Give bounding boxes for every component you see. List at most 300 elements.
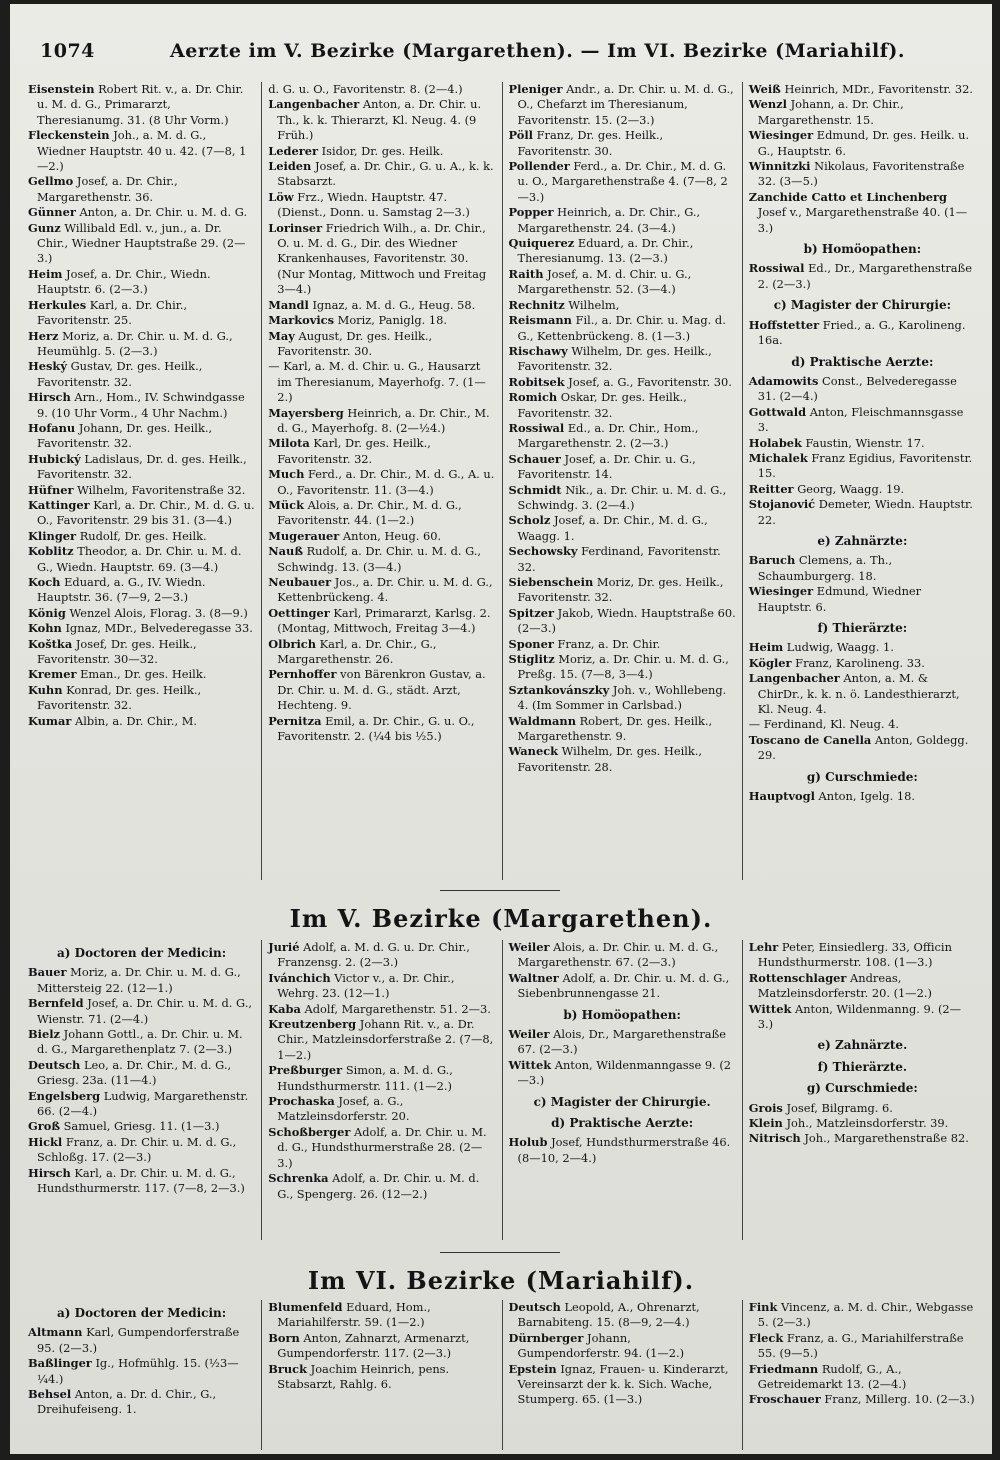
entry-details: Johann, Gumpendorferstr. 94. (1—2.) [517,1330,685,1361]
entry-surname: Herz [28,328,59,343]
directory-entry [509,575,736,606]
entry-surname: Kohn [28,621,62,636]
entry-surname: Stiglitz [508,652,555,667]
directory-entry [28,1166,255,1197]
directory-entry [509,159,736,205]
entry-surname: Kumar [28,713,72,728]
directory-entry [509,375,736,390]
directory-entry [28,1387,255,1418]
directory-entry [28,544,255,575]
entry-details: Anton, Goldegg. 29. [757,732,969,763]
district-vi-column-1 [22,1300,262,1450]
entry-details: Ignaz, MDr., Belvederegasse 33. [65,621,253,636]
entry-details: Gustav, Dr. ges. Heilk., Favoritenstr. 32. [37,359,203,389]
directory-entry [268,637,495,668]
directory-entry [509,298,736,313]
entry-surname: Nauß [268,544,303,559]
directory-entry [509,940,736,971]
directory-entry [268,97,495,143]
district-vi-entries [22,1300,982,1450]
directory-entry [28,1058,255,1089]
district-vi-column-3 [503,1300,743,1450]
entry-details: Georg, Waagg. 19. [797,481,905,496]
entry-surname: Rossiwal [508,420,565,435]
directory-entry [28,1119,255,1134]
entry-details: — Karl, a. M. d. Chir. u. G., Hausarzt im Theresianum, Mayerhofg. 7. (1—2.) [268,359,486,405]
directory-entry [28,498,255,529]
category-heading: g) Curschmiede: [806,1081,918,1096]
directory-entry [509,1027,736,1058]
directory-entry [28,1325,255,1356]
entry-surname: Hickl [28,1134,63,1149]
entry-surname: Neubauer [268,575,332,589]
entry-details: Ferdinand, Favoritenstr. 32. [517,544,721,574]
directory-entry [28,452,255,483]
entry-surname: Waldmann [508,713,576,728]
entry-surname: Engelsberg [28,1088,101,1103]
directory-entry [749,82,976,97]
entry-surname: May [268,328,295,343]
page-header [10,40,992,74]
entry-surname: Reismann [508,313,572,328]
directory-entry [509,1058,736,1089]
directory-entry [749,482,976,497]
entry-surname: Preßburger [268,1063,343,1078]
entry-surname: Behsel [28,1387,72,1402]
entry-surname: Hofanu [28,420,76,435]
directory-entry [749,405,976,436]
entry-surname: Weiler [508,1027,550,1042]
directory-entry [28,267,255,298]
entry-surname: Koštka [28,636,73,651]
entry-details: Eduard, a. G., IV. Wiedn. Hauptstr. 36. (7—9, 2—3.) [37,575,206,605]
directory-entry [28,683,255,714]
directory-entry [268,1002,495,1017]
directory-entry [268,1171,495,1202]
entry-details: Franz, a. G., Mariahilferstraße 55. (9—5.) [757,1330,964,1361]
entry-details: Johann, a. Dr. Chir., Margarethenstr. 15. [757,97,904,127]
directory-entry [509,205,736,236]
entry-details: Alois, a. Dr. Chir. u. M. d. G., Margarethenstr. 67. (2—3.) [517,940,719,970]
entry-details: Karl, a. Dr. Chir., M. d. G. u. O., Favoritenstr. 29 bis 31. (3—4.) [37,497,255,528]
entry-details: Josef, a. Dr. Chir. u. G., Favoritenstr. 14. [517,451,696,482]
district-vi-column-4 [743,1300,982,1450]
directory-entry [509,128,736,159]
directory-page [10,4,992,1454]
entry-details: Eduard, a. Dr. Chir., Theresianumg. 13. (2—3.) [517,236,694,266]
entry-details: Johann, Dr. ges. Heilk., Favoritenstr. 32. [37,420,213,451]
entry-surname: Rischawy [508,343,568,358]
directory-entry [509,652,736,683]
entry-details: Franz, Millerg. 10. (2—3.) [824,1392,975,1407]
entry-surname: Bauer [28,965,67,980]
directory-entry [28,1027,255,1058]
entry-surname: Robitsek [508,374,565,389]
entry-details: Arn., Hom., IV. Schwindgasse 9. (10 Uhr Vorm., 4 Uhr Nachm.) [37,390,245,420]
entry-details: Josef, a. M. d. Chir. u. G., Margarethenstr. 52. (3—4.) [517,266,692,297]
directory-entry [28,1089,255,1120]
directory-entry [28,82,255,128]
entry-details: Victor v., a. Dr. Chir., Wehrg. 23. (12—1.) [277,970,455,1001]
entry-details: Konrad, Dr. ges. Heilk., Favoritenstr. 32. [37,682,202,713]
entry-details: Ludwig, Margarethenstr. 66. (2—4.) [37,1088,249,1119]
entry-details: Anton, a. Dr. Chir. u. M. d. G. [79,205,248,220]
directory-entry [509,714,736,745]
entry-surname: König [28,605,66,620]
entry-details: Leo, a. Dr. Chir., M. d. G., Griesg. 23a. (11—4.) [37,1057,232,1088]
entry-details: Wilhelm, Dr. ges. Heilk., Favoritenstr. 32. [517,343,712,374]
entry-details: Joachim Heinrich, pens. Stabsarzt, Rahlg. 6. [277,1361,450,1392]
section-title-district-v: Im V. Bezirke (Margarethen). [289,904,713,933]
entry-details: Anton, Heug. 60. [342,528,442,543]
entry-surname: Baruch [748,553,796,568]
entry-surname: Herkules [28,297,87,312]
directory-entry [509,390,736,421]
entry-surname: Klinger [28,528,77,543]
directory-entry [749,190,976,236]
entry-details: Fil., a. Dr. Chir. u. Mag. d. G., Kettenbrückeng. 8. (1—3.) [517,313,726,343]
directory-entry [268,940,495,971]
district-v-column-3 [503,940,743,1240]
directory-entry [268,1017,495,1063]
directory-entry [268,436,495,467]
section-divider [440,1252,560,1253]
directory-entry [268,1063,495,1094]
entry-surname: Holub [508,1135,548,1150]
entry-details: Peter, Einsiedlerg. 33, Officin Hundsthurmerstr. 108. (1—3.) [757,940,952,970]
directory-entry [749,553,976,584]
entry-details: Anton, a. Dr. Chir. u. Th., k. k. Thierarzt, Kl. Neug. 4. (9 Früh.) [277,97,482,143]
entry-surname: Much [268,467,305,482]
directory-entry [268,1300,495,1331]
entry-surname: Rottenschlager [748,970,847,985]
entry-surname: Pleniger [508,82,563,96]
entry-details: Faustin, Wienstr. 17. [805,435,925,450]
directory-entry [268,529,495,544]
entry-surname: Friedmann [748,1361,819,1376]
directory-entry [28,575,255,606]
entry-details: Josef, a. Dr. Chir. u. M. d. G., Wienstr. 71. (2—4.) [37,996,252,1026]
entry-details: Karl, Gumpendorferstraße 95. (2—3.) [37,1325,240,1355]
directory-entry [749,497,976,528]
directory-entry [28,205,255,220]
directory-entry [28,996,255,1027]
entry-details: Adolf, a. Dr. Chir. u. M. d. G., Siebenbrunnengasse 21. [517,970,730,1001]
directory-entry [268,359,495,405]
entry-surname: Sztankovánszky [508,682,610,697]
column-4 [743,82,982,880]
entry-surname: Heim [748,640,784,655]
entry-details: Alois, a. Dr. Chir., M. d. G., Favoritenstr. 44. (1—2.) [277,497,462,528]
directory-entry [749,717,976,732]
entry-details: Franz, Karolineng. 33. [795,655,925,670]
entry-details: Anton, a. M. & ChirDr., k. k. n. ö. Landesthierarzt, Kl. Neug. 4. [757,671,960,717]
entry-details: Moriz, Paniglg. 18. [337,313,448,328]
entry-details: Wenzel Alois, Florag. 3. (8—9.) [69,605,248,620]
entry-details: Josef, Dr. ges. Heilk., Favoritenstr. 30—32. [37,636,197,667]
entry-details: Johann Rit. v., a. Dr. Chir., Matzleinsdorferstraße 2. (7—8, 1—2.) [277,1017,494,1062]
entry-details: Albin, a. Dr. Chir., M. [75,713,198,728]
entry-surname: Bernfeld [28,996,84,1011]
directory-entry [749,640,976,655]
category-heading: a) Doctoren der Medicin: [57,1306,227,1320]
entry-details: Moriz, a. Dr. Chir. u. M. d. G., Preßg. 15. (7—8, 3—4.) [517,652,729,682]
entry-surname: Kremer [28,667,77,682]
entry-details: Joh., Margarethenstraße 82. [804,1131,969,1146]
directory-entry [28,483,255,498]
entry-surname: Mück [268,497,304,512]
entry-details: — Ferdinand, Kl. Neug. 4. [748,717,899,732]
entry-surname: Wiesinger [748,584,814,599]
entry-details: Josef, a. G., Matzleinsdorferstr. 20. [277,1094,410,1124]
directory-entry [28,529,255,544]
directory-entry [268,298,495,313]
entry-surname: Koch [28,575,61,589]
entry-surname: Prochaska [268,1094,335,1109]
entry-surname: Epstein [508,1361,557,1376]
directory-entry [268,1362,495,1393]
directory-entry [28,359,255,390]
entry-surname: Romich [508,390,558,405]
entry-details: Adolf, a. Dr. Chir. u. M. d. G., Hundsthurmerstraße 28. (2—3.) [277,1124,487,1170]
entry-surname: Sechowsky [508,544,578,559]
entry-surname: Wenzl [748,97,787,112]
directory-entry [749,733,976,764]
entry-surname: Michalek [748,450,808,465]
entry-details: Clemens, a. Th., Schaumburgerg. 18. [757,553,893,583]
entry-details: Andreas, Matzleinsdorferstr. 20. (1—2.) [757,970,932,1001]
category-heading: b) Homöopathen: [803,242,922,257]
entry-details: Oskar, Dr. ges. Heilk., Favoritenstr. 32. [517,390,687,420]
directory-entry [509,1331,736,1362]
entry-surname: Mugerauer [268,528,340,543]
directory-entry [749,128,976,159]
category-heading: d) Praktische Aerzte: [551,1116,694,1131]
category-heading: g) Curschmiede: [806,769,918,784]
directory-entry [28,329,255,360]
entry-details: Leopold, A., Ohrenarzt, Barnabiteng. 15. (8—9, 2—4.) [517,1300,700,1330]
entry-surname: Quiquerez [508,236,575,251]
entry-details: August, Dr. ges. Heilk., Favoritenstr. 30. [277,328,433,358]
entry-surname: Eisenstein [28,82,95,96]
entry-details: Ignaz, Frauen- u. Kinderarzt, Vereinsarzt der k. k. Sich. Wache, Stumperg. 65. (1—3.) [517,1361,729,1407]
entry-details: Theodor, a. Dr. Chir. u. M. d. G., Wiedn. Hauptstr. 69. (3—4.) [37,544,242,574]
entry-details: Wilhelm, Dr. ges. Heilk., Favoritenstr. 28. [517,744,703,774]
entry-surname: Hüfner [28,482,74,497]
directory-entry [28,221,255,267]
entry-surname: Born [268,1330,300,1345]
entry-surname: Dürnberger [508,1330,584,1345]
directory-entry [28,1356,255,1387]
entry-surname: Pöll [508,128,534,143]
entry-surname: Wittek [508,1057,552,1072]
entry-details: Johann Gottl., a. Dr. Chir. u. M. d. G., Margarethenplatz 7. (2—3.) [37,1027,243,1057]
directory-entry [28,965,255,996]
entry-details: Nik., a. Dr. Chir. u. M. d. G., Schwindg. 3. (2—4.) [517,482,727,512]
entry-surname: Kreutzenberg [268,1017,357,1032]
directory-entry [268,329,495,360]
directory-entry [749,451,976,482]
entry-surname: Deutsch [28,1057,81,1072]
entry-details: Adolf, a. Dr. Chir. u. M. d. G., Spengerg. 26. (12—2.) [277,1171,480,1201]
entry-details: Jakob, Wiedn. Hauptstraße 60. (2—3.) [517,605,736,636]
directory-entry [509,544,736,575]
directory-entry [749,1002,976,1033]
entry-details: Joh., a. M. d. G., Wiedner Hauptstr. 40 u. 42. (7—8, 1—2.) [37,128,247,174]
entry-details: Karl, a. Dr. Chir. u. M. d. G., Hundsthurmerstr. 117. (7—8, 2—3.) [37,1165,245,1196]
directory-entry [268,144,495,159]
entry-surname: Lorinser [268,220,323,235]
entry-surname: Toscano de Canella [748,732,872,747]
entry-details: Ignaz, a. M. d. G., Heug. 58. [312,297,476,312]
entry-surname: Hauptvogl [748,789,815,804]
entry-surname: Adamowits [748,373,819,388]
entry-surname: Gunz [28,220,61,235]
entry-details: Joh. v., Wohllebeng. 4. (Im Sommer in Carlsbad.) [517,682,727,713]
entry-surname: Winnitzki [748,159,811,174]
entry-details: Edmund, Dr. ges. Heilk. u. G., Hauptstr. 6. [757,128,970,158]
entry-surname: Schoßberger [268,1124,351,1139]
entry-details: Demeter, Wiedn. Hauptstr. 22. [757,497,973,527]
directory-entry [268,667,495,713]
directory-entry [749,1392,976,1407]
entry-surname: Nitrisch [748,1131,801,1146]
directory-entry [509,637,736,652]
entry-surname: Gottwald [748,404,807,419]
directory-entry [509,82,736,128]
entry-details: Karl, Dr. ges. Heilk., Favoritenstr. 32. [277,436,431,466]
directory-entry [268,82,495,97]
entry-surname: Hirsch [28,1165,71,1180]
directory-entry [268,544,495,575]
directory-entry [749,159,976,190]
entry-details: Ed., a. Dr. Chir., Hom., Margarethenstr. 2. (2—3.) [517,420,699,451]
category-heading: e) Zahnärzte. [817,1038,908,1053]
directory-entry [28,606,255,621]
entry-surname: Raith [508,266,544,281]
directory-entry [28,621,255,636]
directory-entry [749,940,976,971]
category-heading: f) Thierärzte: [817,621,908,635]
entry-surname: Hoffstetter [748,317,820,332]
entry-surname: Lehr [748,940,779,954]
entry-details: Wilhelm, Favoritenstraße 32. [77,482,246,497]
entry-details: Anton, Fleischmannsgasse 3. [757,404,964,435]
category-heading: c) Magister der Chirurgie: [773,298,952,313]
entry-surname: Fleckenstein [28,128,110,143]
directory-entry [268,406,495,437]
directory-entry [509,1362,736,1408]
entry-surname: Ivánchich [268,970,331,985]
directory-entry [749,436,976,451]
entry-details: Rudolf, G., A., Getreidemarkt 13. (2—4.) [757,1361,907,1392]
entry-surname: Popper [508,205,554,220]
entry-surname: Pollender [508,159,570,174]
directory-entry [28,667,255,682]
entry-surname: Siebenschein [508,575,594,589]
entry-surname: Holabek [748,435,802,450]
entry-details: Franz Egidius, Favoritenstr. 15. [757,450,973,481]
directory-entry [268,1094,495,1125]
directory-entry [268,714,495,745]
section-divider [440,890,560,891]
entry-details: Ig., Hofmühlg. 15. (½3—¼4.) [37,1356,239,1386]
entry-details: Karl, a. Dr. Chir., G., Margarethenstr. 26. [277,636,437,667]
entry-surname: Blumenfeld [268,1300,343,1314]
entry-surname: Fink [748,1300,778,1314]
entry-details: Const., Belvederegasse 31. (2—4.) [757,373,957,404]
directory-entry [509,313,736,344]
entry-details: Karl, a. Dr. Chir., Favoritenstr. 25. [37,297,188,328]
entry-surname: Markovics [268,313,335,328]
entry-details: Anton, Wildenmanngasse 9. (2—3.) [517,1057,732,1088]
entry-details: Heinrich, MDr., Favoritenstr. 32. [784,82,973,96]
entry-surname: Froschauer [748,1392,821,1407]
column-3 [503,82,743,880]
entry-surname: Stojanović [748,497,816,512]
directory-entry [749,261,976,292]
directory-entry [268,606,495,637]
column-2 [262,82,502,880]
entry-surname: Mandl [268,297,309,312]
entry-surname: Hubický [28,451,81,466]
directory-entry [268,1125,495,1171]
directory-entry [749,1101,976,1116]
entry-surname: Günner [28,205,76,220]
directory-entry [509,606,736,637]
entry-surname: Milota [268,436,310,451]
directory-entry [509,421,736,452]
entry-surname: Koblitz [28,544,74,559]
entry-details: Willibald Edl. v., jun., a. Dr. Chir., Wiedner Hauptstraße 29. (2—3.) [37,220,246,266]
entry-surname: Löw [268,189,294,204]
entry-surname: Heský [28,359,67,374]
entry-details: Wilhelm, [568,297,620,312]
directory-entry [749,1331,976,1362]
directory-entry [28,174,255,205]
entry-details: Simon, a. M. d. G., Hundsthurmerstr. 111. (1—2.) [277,1063,453,1093]
directory-entry [749,374,976,405]
directory-entry [28,714,255,729]
entry-surname: Bruck [268,1361,307,1376]
entry-details: Josef, a. Dr. Chir., Wiedn. Hauptstr. 6. (2—3.) [37,266,211,297]
entry-details: Moriz, a. Dr. Chir. u. M. d. G., Mittersteig 22. (12—1.) [37,965,241,995]
district-v-column-4 [743,940,982,1240]
entry-details: Joh., Matzleinsdorferstr. 39. [786,1116,949,1131]
directory-entry [509,236,736,267]
entry-surname: Kaba [268,1001,301,1016]
directory-entry [28,298,255,329]
entry-surname: Scholz [508,513,551,528]
category-heading: b) Homöopathen: [563,1007,681,1022]
entry-details: Josef, a. G., Favoritenstr. 30. [568,374,732,389]
entry-surname: Hirsch [28,390,71,405]
entry-surname: Mayersberg [268,405,344,420]
entry-surname: Reitter [748,481,794,496]
entry-details: Ed., Dr., Margarethenstraße 2. (2—3.) [757,261,972,291]
directory-entry [28,421,255,452]
entry-details: von Bärenkron Gustav, a. Dr. Chir. u. M. d. G., städt. Arzt, Hechteng. 9. [277,667,486,713]
entry-surname: Waltner [508,970,559,985]
entry-surname: Deutsch [508,1300,561,1314]
category-heading: d) Praktische Aerzte: [791,354,934,369]
directory-entry [509,1300,736,1331]
directory-entry [749,1300,976,1331]
entry-surname: Pernhoffer [268,667,337,682]
directory-entry [509,683,736,714]
directory-entry [749,584,976,615]
entry-details: Karl, Primararzt, Karlsg. 2. (Montag, Mittwoch, Freitag 3—4.) [277,605,491,636]
